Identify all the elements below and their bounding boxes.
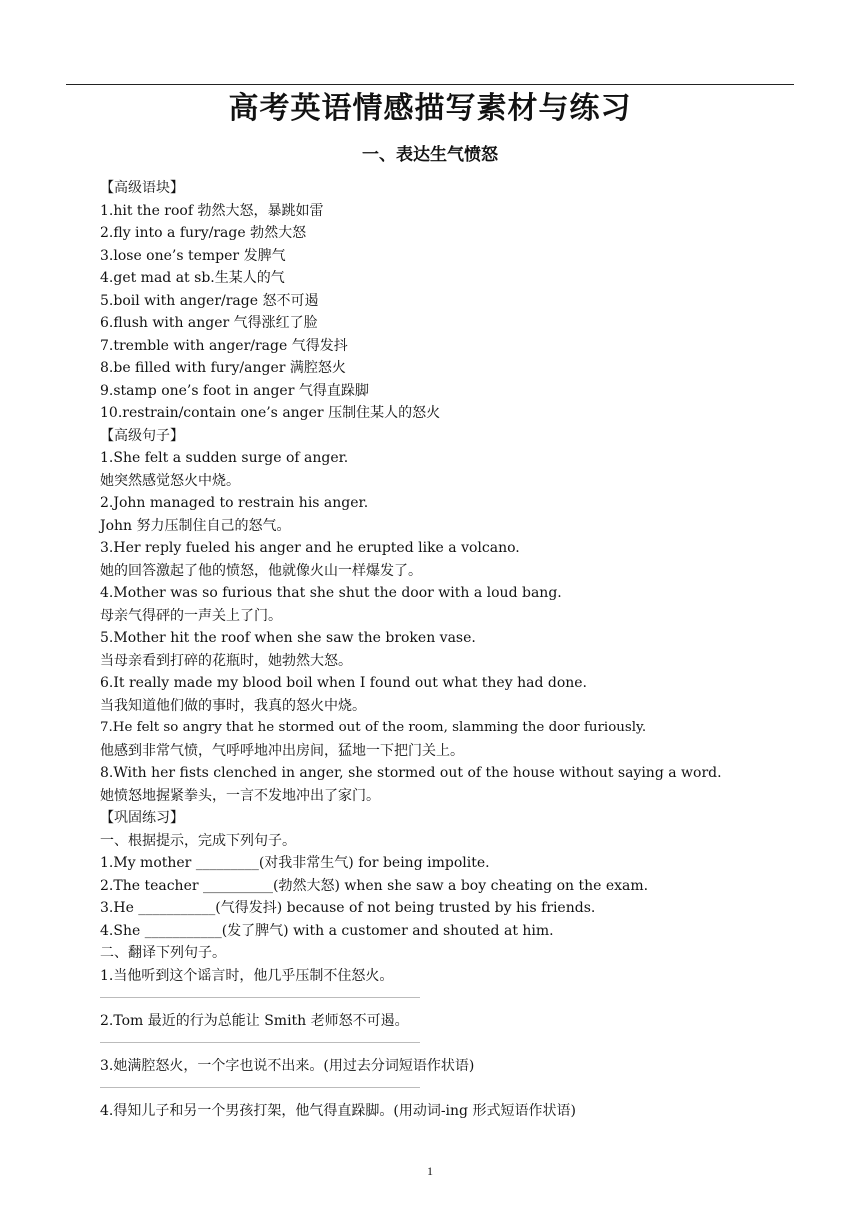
answer-line[interactable] xyxy=(100,997,420,998)
chunks-heading: 【高级语块】 xyxy=(100,180,184,196)
sentence-zh: 母亲气得砰的一声关上了门。 xyxy=(100,607,282,624)
sentences-heading: 【高级句子】 xyxy=(100,427,184,444)
answer-line[interactable] xyxy=(100,1087,420,1088)
fill-blank-item: 1.My mother _________(对我非常生气) for being impolite. xyxy=(100,855,490,871)
sentence-en: 5.Mother hit the roof when she saw the broken vase. xyxy=(100,630,476,646)
sentence-en: 4.Mother was so furious that she shut the door with a loud bang. xyxy=(100,585,562,601)
chunk-item: 7.tremble with anger/rage 气得发抖 xyxy=(100,337,348,354)
sentence-en: 3.Her reply fueled his anger and he erupted like a volcano. xyxy=(100,540,520,556)
sentence-en: 2.John managed to restrain his anger. xyxy=(100,495,369,511)
chunk-item: 6.flush with anger 气得涨红了脸 xyxy=(100,315,318,331)
header-rule xyxy=(66,84,794,85)
translate-item: 1.当他听到这个谣言时，他几乎压制不住怒火。 xyxy=(100,967,394,984)
sentence-zh: 她愤怒地握紧拳头，一言不发地冲出了家门。 xyxy=(100,787,380,804)
sentence-en: 6.It really made my blood boil when I found out what they had done. xyxy=(100,675,587,691)
sentence-en: 8.With her fists clenched in anger, she stormed out of the house without saying a word. xyxy=(100,765,722,781)
sentence-zh: John 努力压制住自己的怒气。 xyxy=(100,517,291,534)
document-body xyxy=(66,177,796,1122)
answer-line[interactable] xyxy=(100,1042,420,1043)
section-title: 一、表达生气愤怒 xyxy=(362,145,498,165)
page-number: 1 xyxy=(427,1164,433,1178)
translate-item: 4.得知儿子和另一个男孩打架，他气得直跺脚。(用动词-ing 形式短语作状语) xyxy=(100,1102,576,1119)
sentence-en: 1.She felt a sudden surge of anger. xyxy=(100,450,349,466)
chunk-item: 2.fly into a fury/rage 勃然大怒 xyxy=(100,225,307,241)
chunk-item: 8.be filled with fury/anger 满腔怒火 xyxy=(100,360,346,376)
translate-item: 2.Tom 最近的行为总能让 Smith 老师怒不可遏。 xyxy=(100,1012,409,1029)
sentence-zh: 她的回答激起了他的愤怒，他就像火山一样爆发了。 xyxy=(100,562,422,579)
sentence-zh: 当母亲看到打碎的花瓶时，她勃然大怒。 xyxy=(100,652,352,669)
chunk-item: 3.lose one’s temper 发脾气 xyxy=(100,247,286,264)
chunk-item: 9.stamp one’s foot in anger 气得直跺脚 xyxy=(100,382,369,399)
sentence-zh: 当我知道他们做的事时，我真的怒火中烧。 xyxy=(100,697,366,714)
fill-blank-item: 4.She ___________(发了脾气) with a customer and shouted at him. xyxy=(100,922,554,939)
practice-part2-title: 二、翻译下列句子。 xyxy=(100,945,226,961)
practice-part1-title: 一、根据提示，完成下列句子。 xyxy=(100,832,296,849)
chunk-item: 4.get mad at sb.生某人的气 xyxy=(100,270,285,286)
sentence-zh: 他感到非常气愤，气呼呼地冲出房间，猛地一下把门关上。 xyxy=(100,742,464,759)
practice-heading: 【巩固练习】 xyxy=(100,810,184,826)
translate-item: 3.她满腔怒火，一个字也说不出来。(用过去分词短语作状语) xyxy=(100,1057,475,1074)
sentence-zh: 她突然感觉怒火中烧。 xyxy=(100,472,240,489)
fill-blank-item: 2.The teacher __________(勃然大怒) when she saw a boy cheating on the exam. xyxy=(100,877,649,894)
chunk-item: 5.boil with anger/rage 怒不可遏 xyxy=(100,292,319,309)
chunk-item: 1.hit the roof 勃然大怒，暴跳如雷 xyxy=(100,202,324,219)
fill-blank-item: 3.He ___________(气得发抖) because of not being trusted by his friends. xyxy=(100,900,596,916)
sentence-en: 7.He felt so angry that he stormed out of the room, slamming the door furiously. xyxy=(100,720,647,735)
document-title: 高考英语情感描写素材与练习 xyxy=(228,91,632,126)
chunk-item: 10.restrain/contain one’s anger 压制住某人的怒火 xyxy=(100,405,441,421)
